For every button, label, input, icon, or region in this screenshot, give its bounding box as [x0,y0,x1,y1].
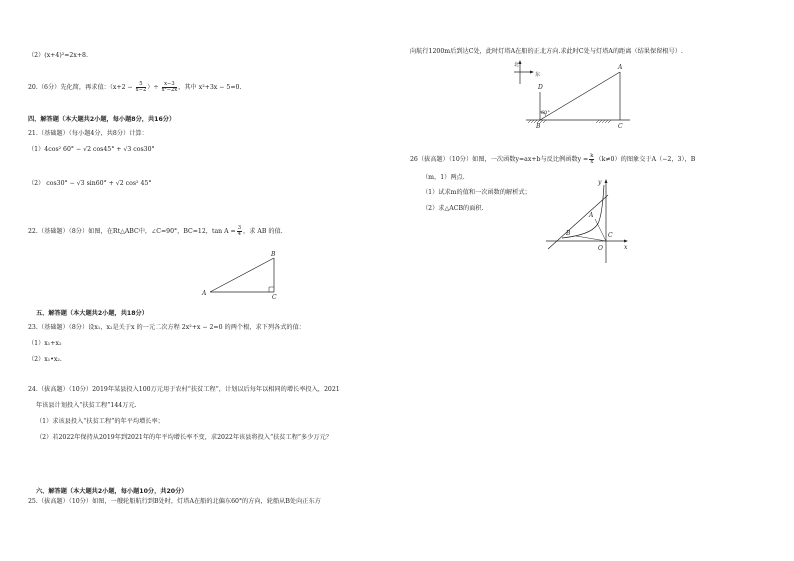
q20-fraction-2: $\frac{x-3}{\text{x²−2x}}$ [161,81,178,93]
shore-hatch-c [596,120,611,123]
q26-text-a: 26（拔高题）（10分）如图，一次函数y=ax+b与反比例函数y = [410,156,589,163]
q24-part2: （2）若2022年保持从2019年到2021年的年平均增长率不变，求2022年该县将投入“扶贫工程”多少万元？ [36,434,332,441]
label-origin: O [598,245,603,252]
q26-problem-line2: （m，1）两点. [422,174,465,181]
q22-text-a: 22.（基础题）（8分）如图，在Rt△ABC中，∠C=90°，BC=12，tan A = [28,228,236,235]
right-angle-mark [269,287,274,292]
tri-side-ab [210,258,274,292]
q24-problem-line2: 年该县计划投入“扶贫工程”144万元. [36,402,137,409]
q20-head: 20.（6分）先化简，再求值： [28,84,110,91]
label-d: D [538,84,543,91]
x-axis-arrow [624,240,628,243]
q25-continuation: 向航行1200m后到达C处，此时灯塔A在船的正北方向.求此时C处与灯塔A的距离（结果保留根号）. [410,48,683,55]
section-5-heading: 五、解答题（本大题共2小题，共18分） [36,310,148,317]
q22-triangle-figure [198,252,288,302]
label-point-a: A [589,212,594,219]
label-east: 东 [535,72,541,78]
section-6-heading: 六、解答题（本大题共2小题，每小题10分，共20分） [36,488,188,495]
q23-problem: 23.（基础题）（8分）设x₁，x₂是关于x 的一元二次方程 2x²+x − 2=0 的两个根，求下列各式的值： [28,324,305,331]
segment-bc [576,236,606,241]
q20-expr-a: （x+2 − [109,84,135,91]
line-ba [540,72,620,120]
q21-part1: （1）4cos² 60° − √2 cos45° + √3 cos30° [28,146,155,153]
q21-part2: （2） cos30° − √3 sin60° + √2 cos² 45° [28,180,152,187]
q24-problem-line1: 24.（拔高题）（10分）2019年某县投入100万元用于农村“扶贫工程”，计划以后每年以相同的增长率投入，2021 [28,386,340,393]
q20-fraction-1: $\frac{5}{x-2}$ [135,81,147,93]
q26-function-graph [540,175,640,265]
q26-fraction: $\frac{k}{x}$ [590,153,594,165]
tri-label-b: B [271,251,276,258]
q23-part2: （2）x₁•x₂. [28,356,62,363]
tri-label-c: C [272,294,277,301]
label-x-axis: x [624,244,628,251]
segment-ac [595,219,606,241]
q20-problem [28,82,241,93]
tri-label-a: A [202,290,207,297]
q26-part1: （1）试求m的值和一次函数的解析式； [422,189,531,196]
label-north: 北 [514,62,520,68]
q25-ship-lighthouse-figure [500,60,630,140]
q20-expr-b: ）÷ [147,84,161,91]
q26-part2: （2）求△ACB的面积. [422,205,484,212]
label-point-c: C [608,232,613,239]
q26-text-b: （k≠0）的图象交于A（−2，3），B [595,156,696,163]
q22-fraction: $\frac{3}{4}$ [237,225,242,237]
q26-problem [410,154,695,165]
label-y-axis: y [598,179,602,186]
q22-problem [28,226,283,237]
label-b: B [536,123,541,130]
east-arrowhead [530,71,534,74]
q20-tail: ，其中 x²+3x − 5=0. [178,84,242,91]
q23-part1: （1）x₁+x₂ [28,340,62,347]
q22-text-b: ，求 AB 的值. [243,228,283,235]
label-a: A [618,64,623,71]
label-angle: 60° [541,110,550,116]
q19-part2: （2）(x+4)²=2x+8. [28,52,88,59]
q21-problem: 21.（基础题）（每小题4分，共8分）计算： [28,130,148,137]
y-axis-arrow [605,179,608,183]
section-4-heading: 四、解答题（本大题共2小题，每小题8分，共16分） [28,116,176,123]
label-c: C [618,123,623,130]
label-point-b: B [566,230,571,237]
q24-part1: （1）求该县投入“扶贫工程”的年平均增长率； [36,418,164,425]
q25-problem: 25.（拔高题）（10分）如图，一艘轮船航行到B处时，灯塔A在船的北偏东60°的方向，轮船从B处向正东方 [28,498,321,505]
